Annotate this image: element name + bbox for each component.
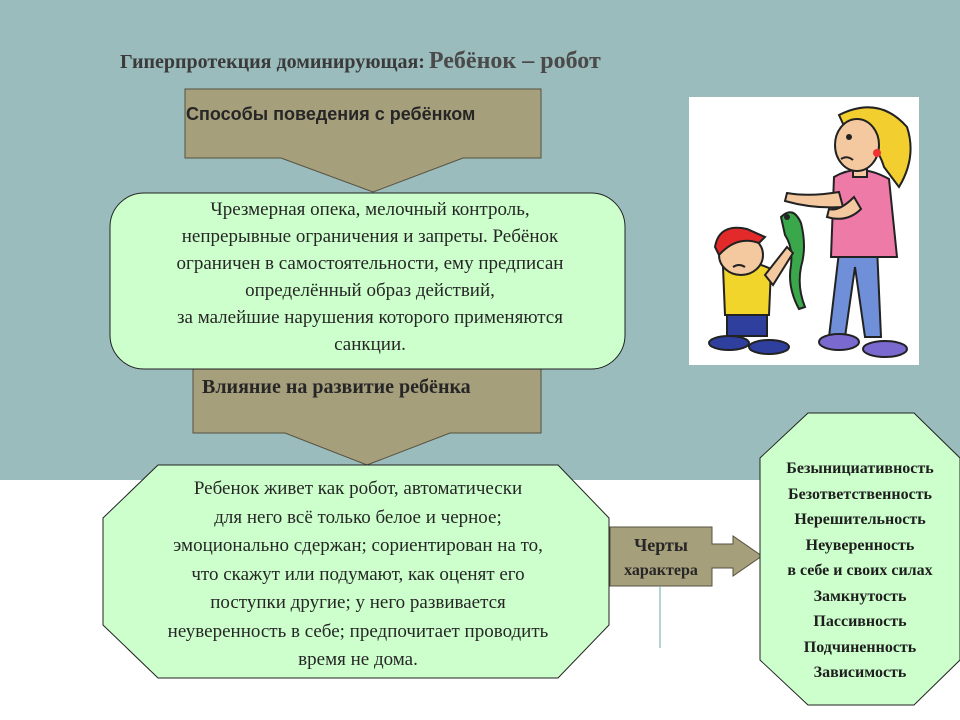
trait-item: Безынициативность	[786, 460, 934, 477]
trait-item: в себе и своих силах	[787, 562, 933, 579]
influence-line: эмоционально сдержан; сориентирован на то,	[173, 535, 543, 556]
trait-item: Неуверенность	[805, 536, 915, 554]
boy-shoe-left	[709, 336, 749, 350]
influence-line: что скажут или подумают, как оценят его	[191, 563, 525, 585]
methods-line: определённый образ действий,	[245, 280, 495, 301]
methods-line: санкции.	[334, 334, 406, 355]
mother-face	[835, 119, 879, 171]
trait-item: Пассивность	[813, 613, 907, 630]
boy-arm	[765, 247, 793, 285]
mother-shoe-left	[819, 334, 859, 350]
traits-list	[758, 456, 960, 686]
mother-earring	[873, 149, 881, 157]
methods-line: непрерывные ограничения и запреты. Ребёнок	[181, 226, 559, 247]
trait-item: Подчиненность	[803, 638, 917, 656]
trait-item: Зависимость	[813, 664, 907, 681]
methods-line: за малейшие нарушения которого применяются	[177, 307, 563, 328]
parent-child-cartoon	[689, 97, 919, 365]
trait-item: Нерешительность	[794, 511, 926, 528]
methods-line: ограничен в самостоятельности, ему предписан	[176, 253, 564, 274]
mother-shoe-right	[863, 341, 907, 357]
mother-legs	[829, 247, 881, 337]
trait-item: Безответственность	[787, 485, 933, 503]
lizard-eye	[784, 214, 790, 220]
title-part-1: Гиперпротекция доминирующая:	[120, 51, 425, 73]
influence-label: Влияние на развитие ребёнка	[202, 376, 471, 398]
methods-text	[116, 196, 624, 358]
boy-shoe-right	[749, 340, 789, 354]
influence-line: время не дома.	[298, 649, 418, 670]
methods-label: Способы поведения с ребёнком	[186, 104, 476, 124]
methods-line: Чрезмерная опека, мелочный контроль,	[210, 199, 530, 220]
mother-arm	[785, 192, 843, 207]
influence-line: неуверенность в себе; предпочитает проводить	[167, 620, 549, 642]
influence-line: для него всё только белое и черное;	[214, 506, 502, 528]
traits-label-line2: характера	[624, 562, 698, 579]
traits-label-line1: Черты	[634, 535, 688, 555]
influence-line: поступки другие; у него развивается	[210, 592, 506, 613]
traits-label	[612, 532, 710, 584]
influence-text	[110, 475, 606, 675]
cartoon-illustration	[689, 97, 919, 365]
trait-item: Замкнутость	[813, 587, 907, 605]
influence-line: Ребенок живет как робот, автоматически	[193, 478, 523, 499]
title-part-2: Ребёнок – робот	[428, 48, 601, 74]
mother-eye	[846, 134, 852, 140]
